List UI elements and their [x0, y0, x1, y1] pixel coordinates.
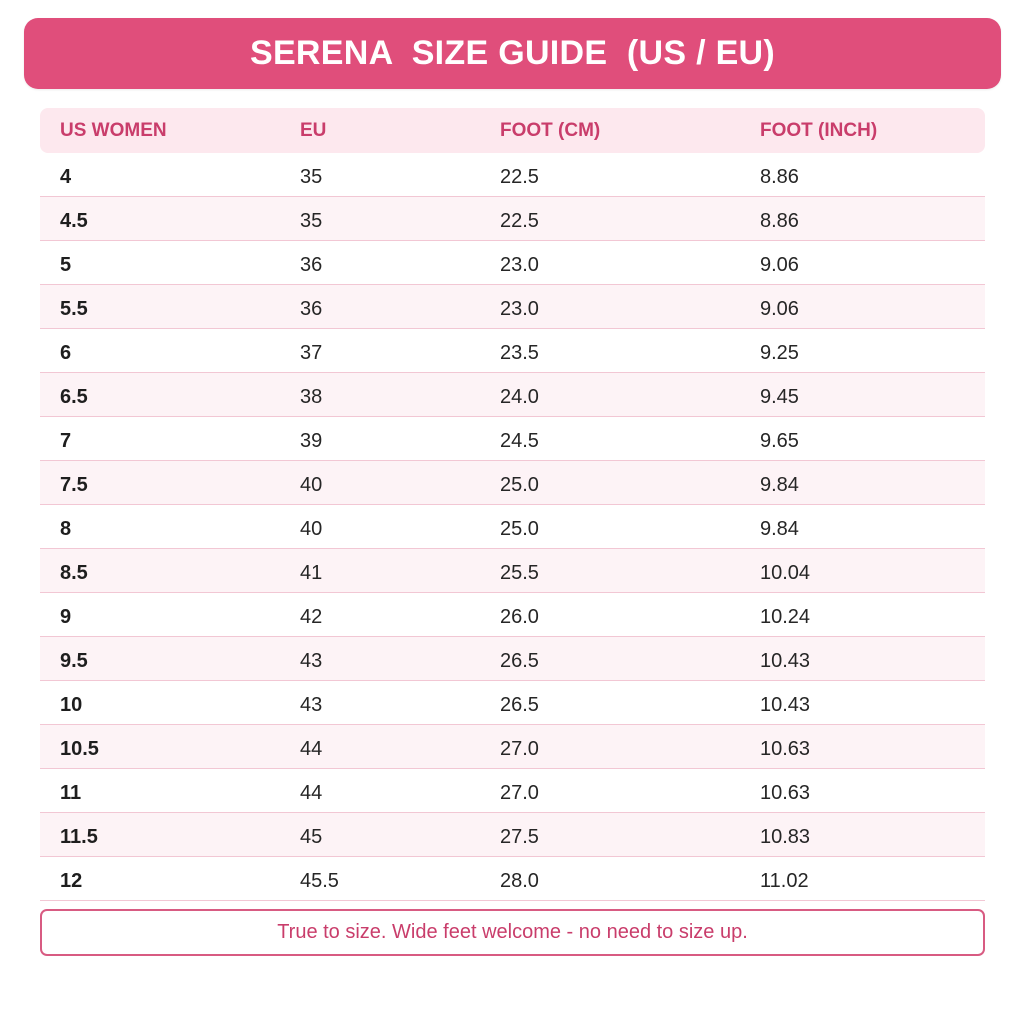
cell-us-size: 8	[60, 518, 72, 540]
cell-eu-size: 36	[300, 254, 323, 276]
cell-foot-inch: 9.06	[760, 254, 799, 276]
table-row	[40, 153, 985, 197]
cell-foot-cm: 23.0	[500, 254, 539, 276]
cell-foot-inch: 10.43	[760, 650, 811, 672]
cell-foot-inch: 9.06	[760, 298, 799, 320]
cell-us-size: 9	[60, 606, 72, 628]
table-row	[40, 461, 985, 505]
cell-foot-cm: 26.0	[500, 606, 539, 628]
header-us-women: US WOMEN	[60, 120, 167, 141]
size-table	[40, 108, 985, 901]
cell-foot-cm: 22.5	[500, 166, 539, 188]
cell-us-size: 11.5	[60, 826, 98, 848]
cell-us-size: 5.5	[60, 298, 88, 320]
cell-foot-cm: 23.5	[500, 342, 539, 364]
page-title: SERENA SIZE GUIDE (US / EU)	[249, 34, 776, 72]
cell-us-size: 5	[60, 254, 72, 276]
cell-us-size: 7.5	[60, 474, 88, 496]
cell-eu-size: 39	[300, 430, 323, 452]
cell-foot-cm: 26.5	[500, 650, 539, 672]
cell-foot-cm: 25.0	[500, 474, 539, 496]
cell-us-size: 10.5	[60, 738, 99, 760]
cell-eu-size: 41	[300, 562, 323, 584]
cell-us-size: 8.5	[60, 562, 88, 584]
cell-foot-inch: 10.63	[760, 738, 811, 760]
cell-foot-cm: 26.5	[500, 694, 539, 716]
table-row	[40, 417, 985, 461]
cell-eu-size: 40	[300, 474, 323, 496]
cell-foot-cm: 28.0	[500, 870, 539, 892]
cell-eu-size: 37	[300, 342, 323, 364]
table-row	[40, 241, 985, 285]
cell-foot-cm: 24.0	[500, 386, 539, 408]
table-header	[40, 108, 985, 153]
cell-us-size: 12	[60, 870, 83, 892]
cell-foot-cm: 24.5	[500, 430, 539, 452]
cell-eu-size: 45	[300, 826, 323, 848]
cell-eu-size: 40	[300, 518, 323, 540]
cell-us-size: 6.5	[60, 386, 88, 408]
cell-eu-size: 38	[300, 386, 323, 408]
cell-us-size: 4.5	[60, 210, 88, 232]
cell-us-size: 7	[60, 430, 72, 452]
table-row	[40, 197, 985, 241]
cell-us-size: 6	[60, 342, 72, 364]
cell-foot-cm: 22.5	[500, 210, 539, 232]
cell-foot-inch: 10.24	[760, 606, 811, 628]
cell-foot-inch: 8.86	[760, 210, 799, 232]
fit-note: True to size. Wide feet welcome - no need to size up.	[40, 909, 985, 956]
cell-foot-inch: 10.43	[760, 694, 811, 716]
cell-us-size: 9.5	[60, 650, 88, 672]
cell-eu-size: 44	[300, 782, 323, 804]
cell-foot-cm: 27.5	[500, 826, 539, 848]
header-eu: EU	[300, 120, 327, 141]
title-banner	[24, 18, 1001, 89]
cell-foot-inch: 10.83	[760, 826, 811, 848]
cell-foot-inch: 9.84	[760, 518, 799, 540]
cell-eu-size: 43	[300, 650, 323, 672]
cell-foot-cm: 27.0	[500, 782, 539, 804]
cell-eu-size: 35	[300, 210, 323, 232]
cell-eu-size: 36	[300, 298, 323, 320]
table-row	[40, 813, 985, 857]
table-row	[40, 329, 985, 373]
table-row	[40, 373, 985, 417]
cell-eu-size: 43	[300, 694, 323, 716]
table-row	[40, 549, 985, 593]
cell-foot-cm: 27.0	[500, 738, 539, 760]
cell-eu-size: 42	[300, 606, 323, 628]
cell-foot-cm: 25.0	[500, 518, 539, 540]
header-foot-cm: FOOT (CM)	[500, 120, 601, 141]
cell-foot-inch: 10.04	[760, 562, 811, 584]
table-row	[40, 593, 985, 637]
table-row	[40, 769, 985, 813]
table-row	[40, 857, 985, 901]
header-foot-inch: FOOT (INCH)	[760, 120, 878, 141]
table-row	[40, 285, 985, 329]
cell-eu-size: 35	[300, 166, 323, 188]
cell-foot-inch: 9.25	[760, 342, 799, 364]
table-row	[40, 505, 985, 549]
table-body	[40, 153, 985, 901]
table-row	[40, 681, 985, 725]
table-row	[40, 637, 985, 681]
cell-us-size: 4	[60, 166, 72, 188]
table-row	[40, 725, 985, 769]
cell-foot-cm: 23.0	[500, 298, 539, 320]
cell-foot-inch: 11.02	[760, 870, 809, 892]
cell-us-size: 11	[60, 782, 82, 804]
cell-foot-inch: 8.86	[760, 166, 799, 188]
cell-foot-inch: 9.45	[760, 386, 799, 408]
cell-foot-inch: 9.84	[760, 474, 799, 496]
cell-us-size: 10	[60, 694, 83, 716]
cell-foot-inch: 10.63	[760, 782, 811, 804]
cell-foot-inch: 9.65	[760, 430, 799, 452]
cell-foot-cm: 25.5	[500, 562, 539, 584]
cell-eu-size: 44	[300, 738, 323, 760]
cell-eu-size: 45.5	[300, 870, 339, 892]
